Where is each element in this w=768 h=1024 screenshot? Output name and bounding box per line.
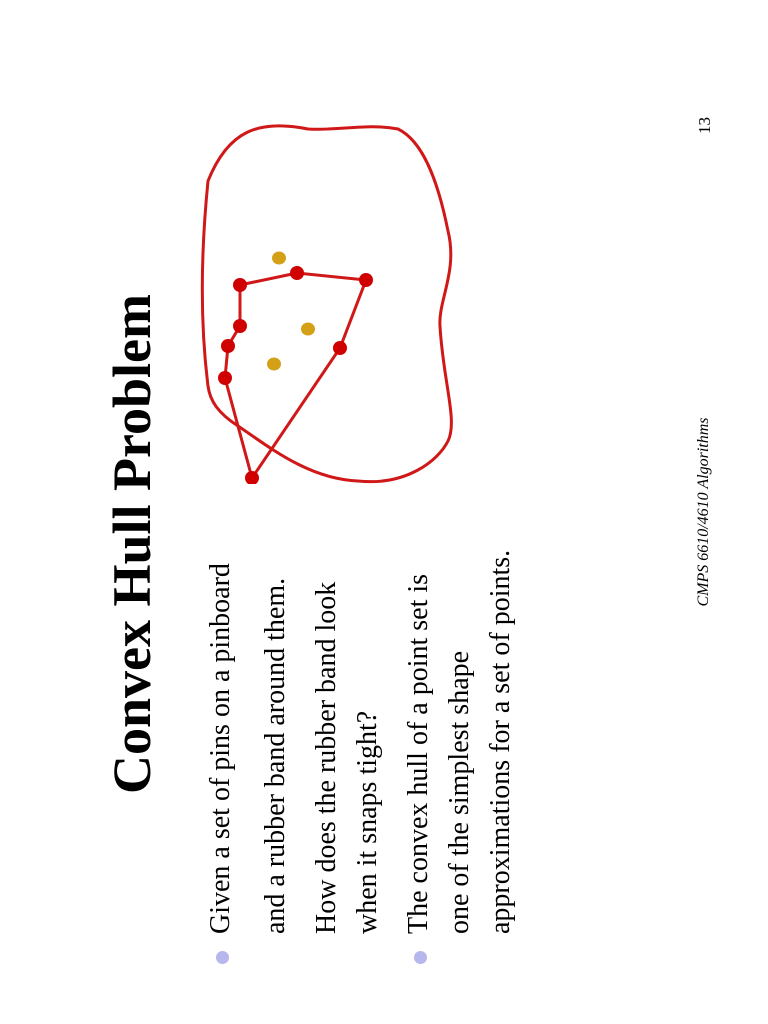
bullet-dot-icon [414, 951, 427, 964]
page-number: 13 [695, 117, 714, 134]
bullet-item [398, 444, 521, 964]
interior-point [267, 358, 281, 371]
bullet-dot-icon [216, 951, 229, 964]
bullet-line: approximations for a set of points. [485, 549, 516, 934]
hull-point [290, 266, 304, 280]
hull-point [233, 278, 247, 292]
bullet-line: and a rubber band around them. [260, 577, 291, 934]
hull-point [218, 371, 232, 385]
interior-point [301, 323, 315, 336]
slide-footer: CMPS 6610/4610 Algorithms [695, 417, 712, 607]
bullet-list [200, 444, 521, 964]
hull-point [221, 339, 235, 353]
bullet-line: Given a set of pins on a pinboard [205, 563, 236, 934]
bullet-item [200, 444, 241, 964]
hull-point [359, 273, 373, 287]
bullet-continuation [255, 444, 296, 964]
slide-title: Convex Hull Problem [102, 294, 162, 795]
convex-hull-diagram [195, 84, 495, 484]
bullet-continuation [306, 444, 388, 964]
bullet-line: one of the simplest shape [444, 650, 475, 934]
interior-point [272, 252, 286, 265]
hull-point [233, 319, 247, 333]
bullet-line: The convex hull of a point set is [403, 573, 434, 934]
convex-hull-polygon [225, 273, 366, 478]
bullet-line: How does the rubber band look [311, 581, 342, 934]
interior-points [267, 252, 315, 371]
hull-point [333, 341, 347, 355]
bullet-line: when it snaps tight? [352, 710, 383, 934]
